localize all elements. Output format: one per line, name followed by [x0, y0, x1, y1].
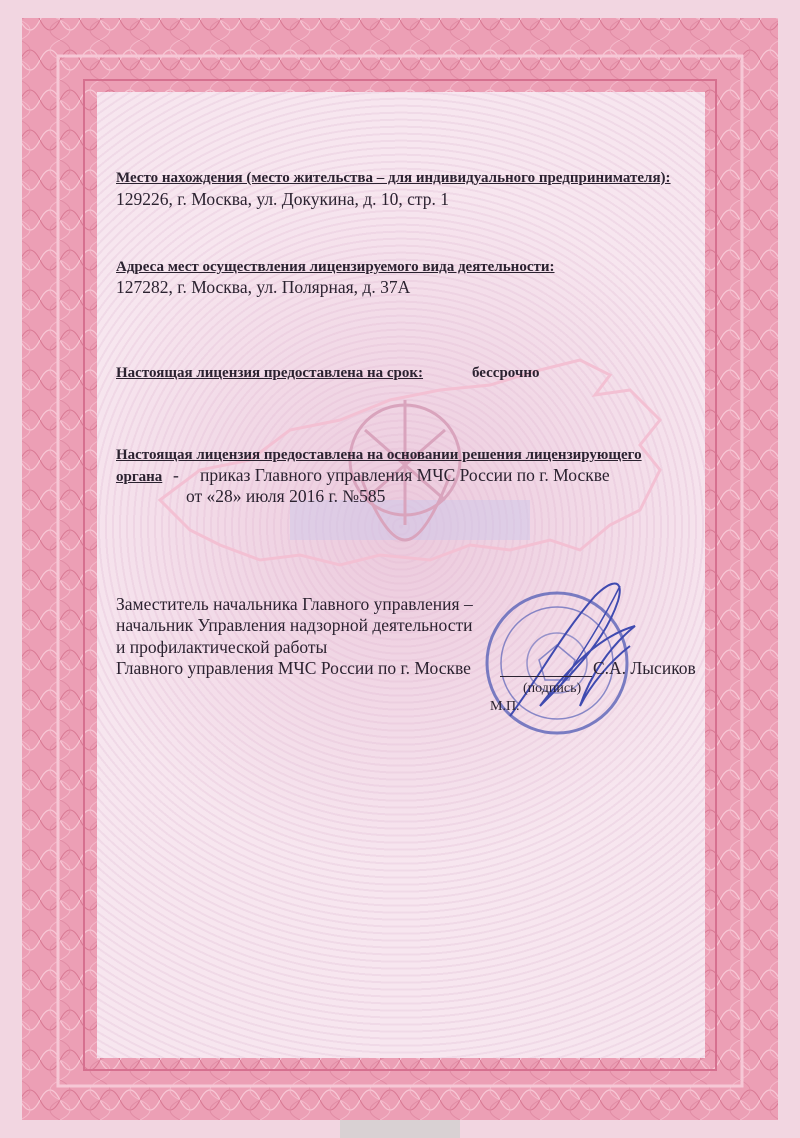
location-label: Место нахождения (место жительства – для индивидуального предпринимателя): — [116, 170, 671, 186]
term-label: Настоящая лицензия предоставлена на срок: — [116, 365, 424, 381]
signer-line3: и профилактической работы — [116, 637, 328, 657]
basis-label-line1: Настоящая лицензия предоставлена на основании решения лицензирующего — [116, 447, 642, 463]
activity-address-value: 127282, г. Москва, ул. Полярная, д. 37А — [116, 277, 411, 297]
handwritten-signature-icon — [500, 566, 650, 736]
signature-line — [500, 676, 592, 677]
bottom-strip — [340, 1120, 460, 1138]
basis-dash: - — [173, 465, 179, 485]
signer-line1: Заместитель начальника Главного управления – — [116, 594, 473, 614]
signature-caption: (подпись) — [523, 681, 582, 696]
signer-line2: начальник Управления надзорной деятельности — [116, 615, 473, 635]
basis-value-line1: приказ Главного управления МЧС России по г. Москве — [200, 465, 610, 485]
basis-label-line2: органа — [116, 469, 163, 485]
activity-address-label: Адреса мест осуществления лицензируемого вида деятельности: — [116, 259, 555, 275]
term-value: бессрочно — [472, 365, 540, 381]
location-value: 129226, г. Москва, ул. Докукина, д. 10, стр. 1 — [116, 189, 450, 209]
seal-caption: М.П. — [490, 699, 520, 714]
signer-line4: Главного управления МЧС России по г. Москве — [116, 658, 471, 678]
signer-name: С.А. Лысиков — [593, 658, 696, 678]
basis-value-line2: от «28» июля 2016 г. №585 — [186, 486, 386, 506]
